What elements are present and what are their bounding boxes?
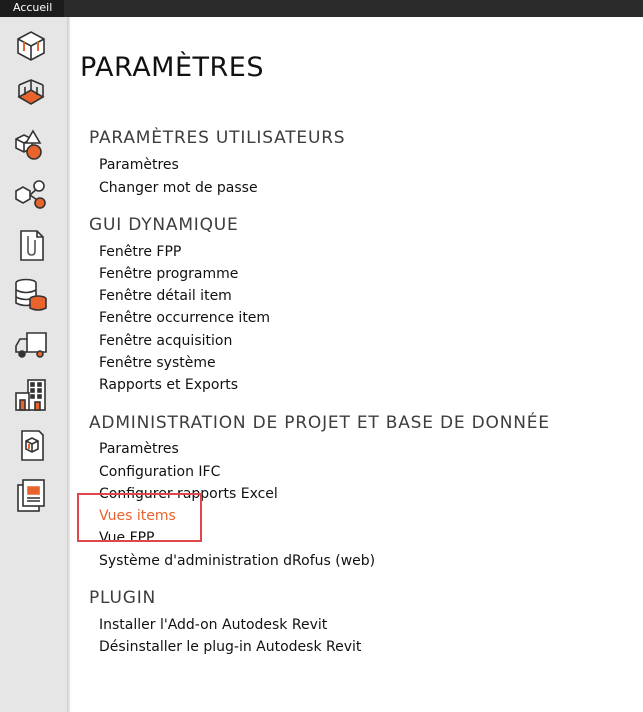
package-document-icon[interactable] xyxy=(13,427,49,463)
section-title-gui-dynamique: GUI DYNAMIQUE xyxy=(89,215,239,235)
link-fenetre-systeme[interactable]: Fenêtre système xyxy=(99,355,216,371)
link-fenetre-acquisition[interactable]: Fenêtre acquisition xyxy=(99,333,233,349)
link-rapports-exports[interactable]: Rapports et Exports xyxy=(99,377,239,393)
top-bar xyxy=(0,0,643,17)
sidebar-shadow xyxy=(67,17,71,712)
logistics-truck-icon[interactable] xyxy=(13,327,49,363)
link-vue-fpp[interactable]: Vue FPP xyxy=(99,530,155,546)
room-layout-icon[interactable] xyxy=(13,77,49,113)
link-fenetre-programme[interactable]: Fenêtre programme xyxy=(99,266,239,282)
buildings-icon[interactable] xyxy=(13,377,49,413)
section-title-admin: ADMINISTRATION DE PROJET ET BASE DE DONNÉE xyxy=(89,413,550,433)
item-objects-icon[interactable] xyxy=(13,127,49,163)
tab-accueil[interactable]: Accueil xyxy=(0,0,64,17)
link-admin-parametres[interactable]: Paramètres xyxy=(99,441,179,457)
link-configuration-ifc[interactable]: Configuration IFC xyxy=(99,464,221,480)
link-fenetre-detail-item[interactable]: Fenêtre détail item xyxy=(99,288,232,304)
highlight-box xyxy=(77,493,202,542)
link-user-parametres[interactable]: Paramètres xyxy=(99,157,179,173)
occurrence-network-icon[interactable] xyxy=(13,177,49,213)
report-pages-icon[interactable] xyxy=(13,477,49,513)
link-systeme-administration[interactable]: Système d'administration dRofus (web) xyxy=(99,553,376,569)
project-view-icon[interactable] xyxy=(13,27,49,63)
section-title-plugin: PLUGIN xyxy=(89,588,157,608)
document-attachment-icon[interactable] xyxy=(13,227,49,263)
database-stack-icon[interactable] xyxy=(13,277,49,313)
link-configurer-rapports-excel[interactable]: Configurer rapports Excel xyxy=(99,486,278,502)
link-fenetre-occurrence-item[interactable]: Fenêtre occurrence item xyxy=(99,310,271,326)
link-change-password[interactable]: Changer mot de passe xyxy=(99,180,258,196)
section-title-user-settings: PARAMÈTRES UTILISATEURS xyxy=(89,128,346,148)
link-install-revit-addon[interactable]: Installer l'Add-on Autodesk Revit xyxy=(99,617,328,633)
page-title: PARAMÈTRES xyxy=(80,52,264,83)
link-uninstall-revit-plugin[interactable]: Désinstaller le plug-in Autodesk Revit xyxy=(99,639,362,655)
sidebar xyxy=(0,17,67,712)
link-fenetre-fpp[interactable]: Fenêtre FPP xyxy=(99,244,182,260)
link-vues-items[interactable]: Vues items xyxy=(99,508,176,524)
